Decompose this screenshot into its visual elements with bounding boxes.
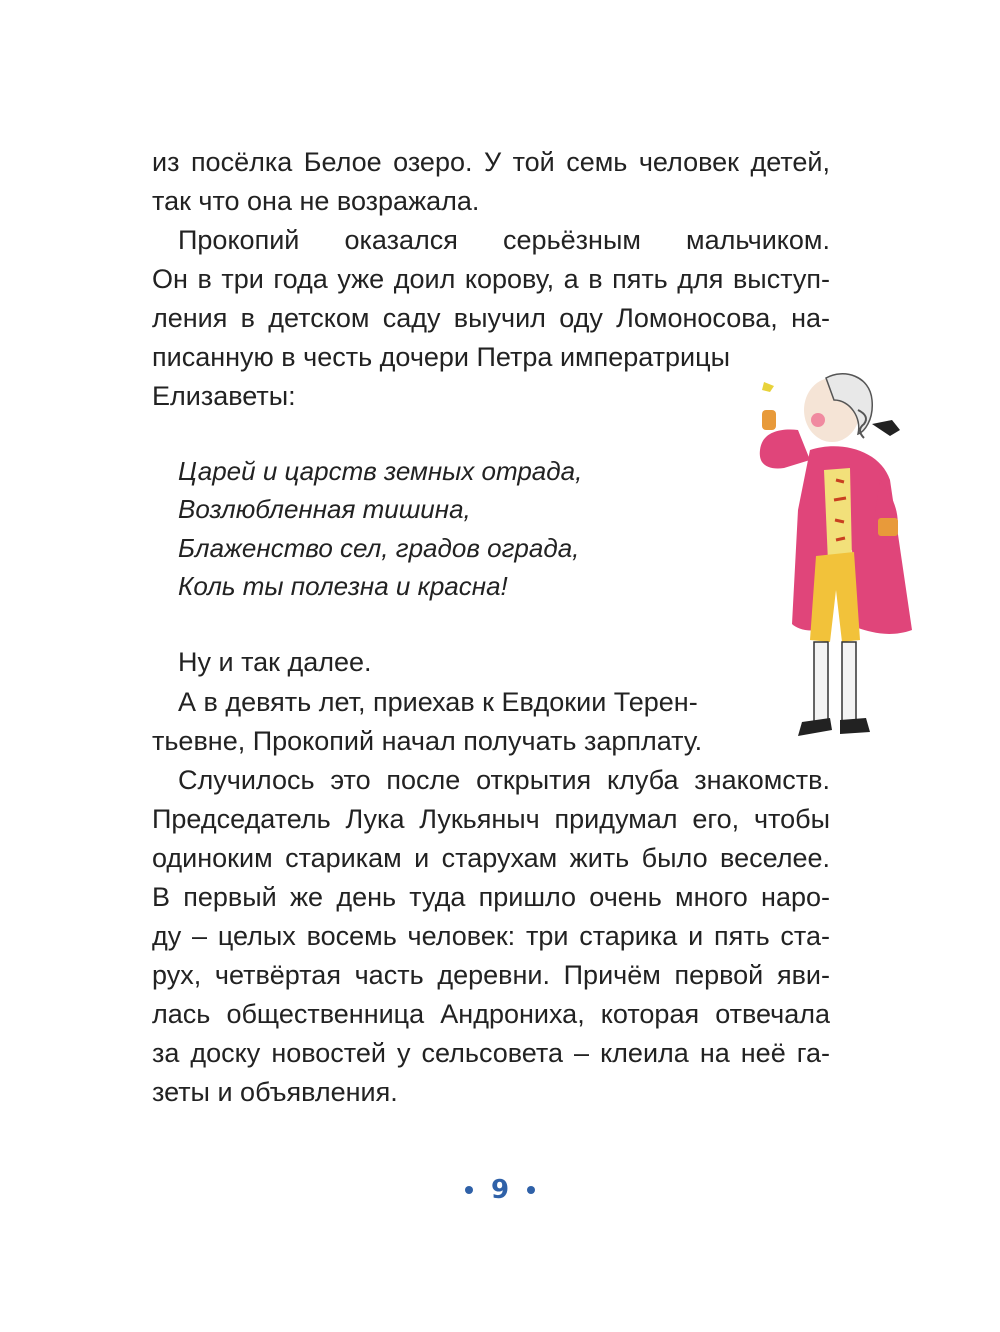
text-line: зеты и объявления. <box>152 1077 398 1107</box>
wig-ribbon <box>872 420 900 436</box>
text-line: лась общественница Андрониха, которая отвечала <box>152 999 830 1029</box>
text-line: Случилось это после открытия клуба знакомств. <box>178 765 830 795</box>
waistcoat <box>824 468 852 562</box>
right-leg <box>842 642 856 722</box>
poem-line: Блаженство сел, градов ограда, <box>178 533 580 563</box>
bullet-dot-icon <box>465 1186 473 1194</box>
page-number: 9 <box>490 1175 510 1205</box>
breeches <box>810 552 860 642</box>
text-line: рух, четвёртая часть деревни. Причём первой яви- <box>152 960 830 990</box>
text-line: так что она не возражала. <box>152 186 480 216</box>
left-shoe <box>798 718 832 736</box>
text-line: ду – целых восемь человек: три старика и пять ста- <box>152 921 830 951</box>
man-in-red-coat-illustration <box>740 370 930 760</box>
poem-line: Царей и царств земных отрада, <box>178 456 583 486</box>
text-line: писанную в честь дочери Петра императрицы <box>152 342 730 372</box>
text-line: одиноким старикам и старухам жить было веселее. <box>152 843 830 873</box>
raised-arm <box>760 430 810 469</box>
text-line: ления в детском саду выучил оду Ломоносова, на- <box>152 303 830 333</box>
text-line: тьевне, Прокопий начал получать зарплату. <box>152 726 703 756</box>
text-line: А в девять лет, приехав к Евдокии Терен- <box>178 687 698 717</box>
text-line: Ну и так далее. <box>178 647 372 677</box>
poem-line: Возлюбленная тишина, <box>178 494 471 524</box>
left-leg <box>814 642 828 722</box>
bullet-dot-icon <box>527 1186 535 1194</box>
text-line: Прокопий оказался серьёзным мальчиком. <box>178 225 830 255</box>
text-line: за доску новостей у сельсовета – клеила на неё га- <box>152 1038 830 1068</box>
snuff-icon <box>762 382 774 392</box>
cheek <box>811 413 825 427</box>
text-line: Председатель Лука Лукьяныч придумал его, чтобы <box>152 804 830 834</box>
right-shoe <box>840 718 870 734</box>
text-line: Елизаветы: <box>152 381 296 411</box>
poem-line: Коль ты полезна и красна! <box>178 571 508 601</box>
text-line: В первый же день туда пришло очень много наро- <box>152 882 830 912</box>
page-footer <box>0 1170 1000 1210</box>
text-line: из посёлка Белое озеро. У той семь человек детей, <box>152 147 830 177</box>
hand-hip <box>878 518 898 536</box>
hand-raised <box>762 410 776 430</box>
text-line: Он в три года уже доил корову, а в пять для выступ- <box>152 264 830 294</box>
